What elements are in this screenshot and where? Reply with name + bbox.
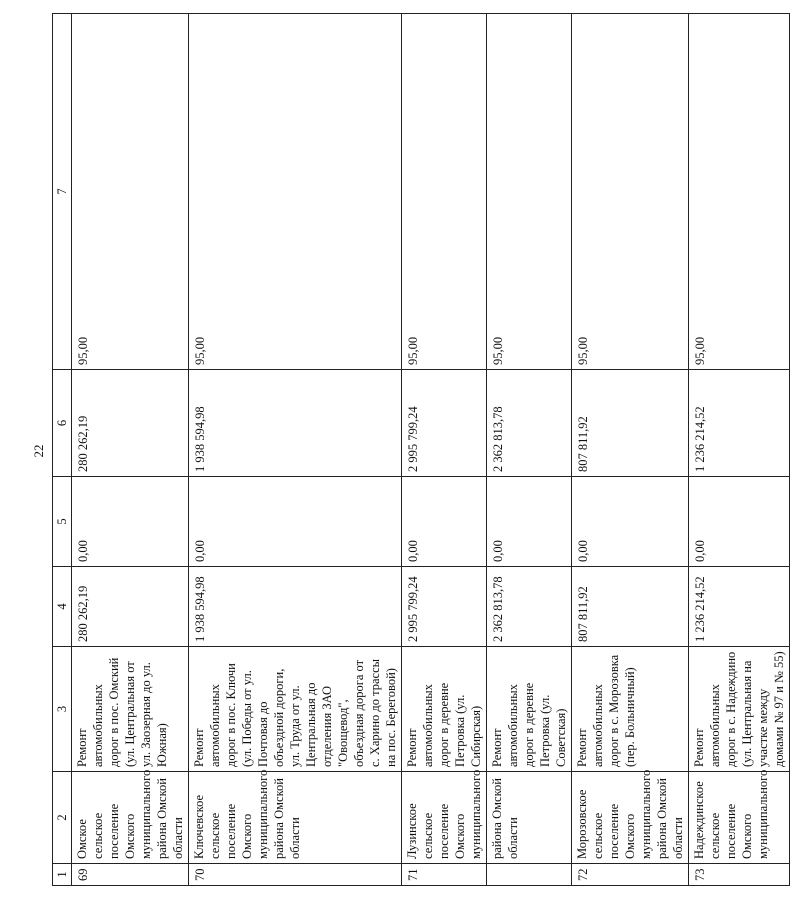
amount-cell: 1 938 594,98 (189, 370, 402, 477)
row-number-cell: 69 (72, 864, 189, 886)
description-cell: Ремонт автомобильных дорог в деревне Петровка (ул. Советская) (487, 647, 572, 772)
column-number-cell: 2 (53, 772, 72, 864)
table-row (402, 14, 487, 886)
description-cell: Ремонт автомобильных дорог в пос. Омский (ул. Центральная от ул. Заозерная до ул. Южная) (72, 647, 189, 772)
rotated-table-page (52, 14, 786, 886)
amount-cell: 0,00 (572, 477, 689, 567)
percent-cell: 95,00 (572, 14, 689, 370)
column-number-cell: 6 (53, 370, 72, 477)
column-number-cell: 7 (53, 14, 72, 370)
table-row (487, 14, 572, 886)
description-cell: Ремонт автомобильных дорог в пос. Ключи (ул. Победы от ул. Почтовая до объездной дороги, ул. Труда от ул. Центральная до отделения ЗАО "Овощевод", объездная дорога от с. Харино до трассы на пос. Береговой) (189, 647, 402, 772)
row-number-cell: 73 (689, 864, 790, 886)
row-number-cell: 72 (572, 864, 689, 886)
amount-cell: 0,00 (487, 477, 572, 567)
column-number-cell: 1 (53, 864, 72, 886)
percent-cell: 95,00 (487, 14, 572, 370)
amount-cell: 0,00 (689, 477, 790, 567)
amount-cell: 280 262,19 (72, 370, 189, 477)
amount-cell: 807 811,92 (572, 370, 689, 477)
settlement-cell: Надеждинское сельское поселение Омского муниципального (689, 772, 790, 864)
description-cell: Ремонт автомобильных дорог в деревне Петровка (ул. Сибирская) (402, 647, 487, 772)
amount-cell: 807 811,92 (572, 567, 689, 647)
amount-cell: 2 995 799,24 (402, 370, 487, 477)
description-cell: Ремонт автомобильных дорог в с. Морозовка (пер. Больничный) (572, 647, 689, 772)
settlement-cell: района Омской области (487, 772, 572, 864)
percent-cell: 95,00 (72, 14, 189, 370)
column-number-cell: 4 (53, 567, 72, 647)
settlement-cell: Омское сельское поселение Омского муниципального района Омской области (72, 772, 189, 864)
amount-cell: 1 236 214,52 (689, 567, 790, 647)
row-number-cell: 71 (402, 864, 487, 886)
table-row (572, 14, 689, 886)
percent-cell: 95,00 (689, 14, 790, 370)
amount-cell: 0,00 (189, 477, 402, 567)
row-number-cell (487, 864, 572, 886)
amount-cell: 2 362 813,78 (487, 567, 572, 647)
amount-cell: 0,00 (402, 477, 487, 567)
column-number-cell: 3 (53, 647, 72, 772)
amount-cell: 280 262,19 (72, 567, 189, 647)
settlement-cell: Морозовское сельское поселение Омского муниципального района Омской области (572, 772, 689, 864)
settlement-cell: Лузинское сельское поселение Омского муниципального (402, 772, 487, 864)
percent-cell: 95,00 (402, 14, 487, 370)
table-row (72, 14, 189, 886)
column-number-row (53, 14, 72, 886)
amount-cell: 2 995 799,24 (402, 567, 487, 647)
percent-cell: 95,00 (189, 14, 402, 370)
amount-cell: 2 362 813,78 (487, 370, 572, 477)
table-row (689, 14, 790, 886)
table-row (189, 14, 402, 886)
page-number: 22 (31, 444, 46, 458)
column-number-cell: 5 (53, 477, 72, 567)
amount-cell: 1 938 594,98 (189, 567, 402, 647)
amount-cell: 0,00 (72, 477, 189, 567)
description-cell: Ремонт автомобильных дорог в с. Надеждино (ул. Центральная на участке между домами № 97 и № 55) (689, 647, 790, 772)
row-number-cell: 70 (189, 864, 402, 886)
settlement-cell: Ключевское сельское поселение Омского муниципального района Омской области (189, 772, 402, 864)
amount-cell: 1 236 214,52 (689, 370, 790, 477)
road-repair-table (52, 13, 790, 886)
